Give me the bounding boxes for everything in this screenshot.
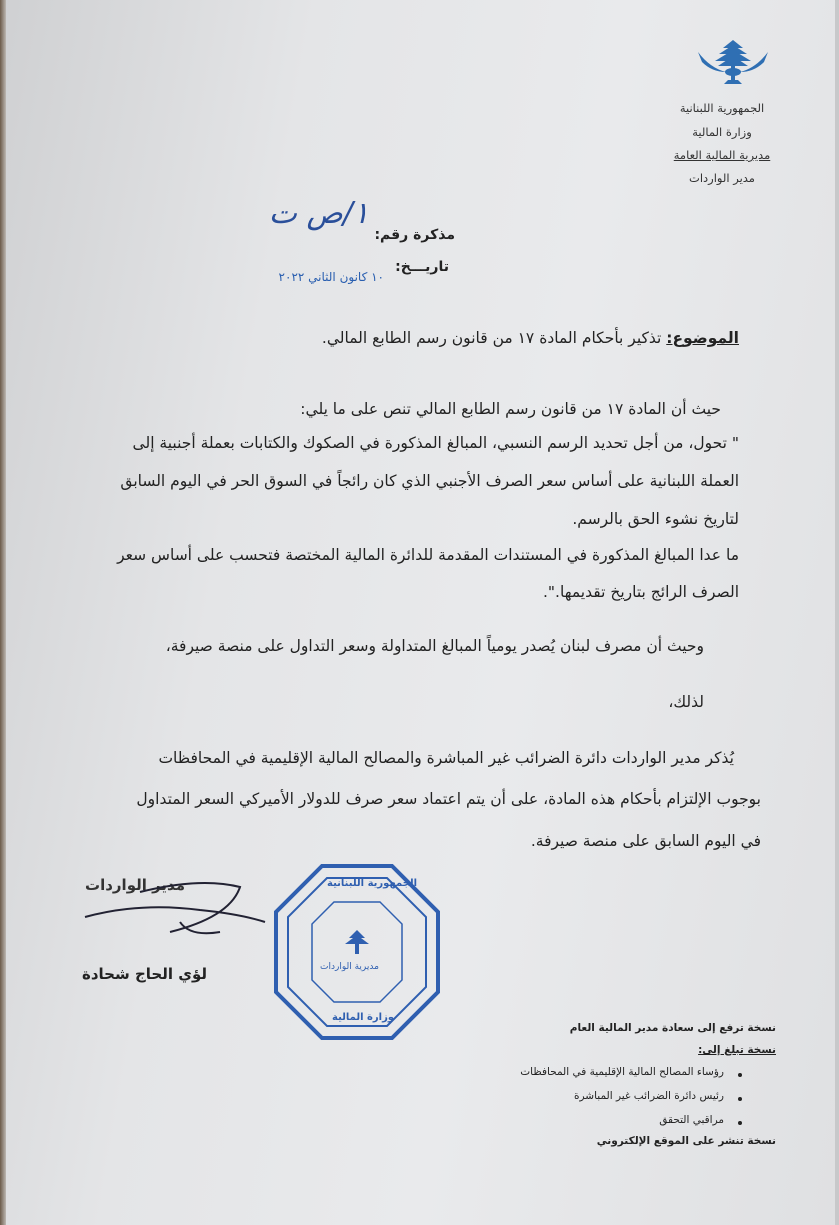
- memo-date-label: تاريـــخ:: [395, 259, 449, 275]
- signatory-name: لؤي الحاج شحادة: [82, 965, 208, 983]
- bullet-icon: [738, 1097, 742, 1101]
- stamp-inner-text: مديرية الواردات: [320, 962, 379, 972]
- bullet-icon: [738, 1121, 742, 1125]
- official-stamp: [272, 862, 442, 1042]
- notify-label: نسخة تبلغ إلى:: [698, 1044, 776, 1056]
- quote-line-5: الصرف الرائج بتاريخ تقديمها.".: [542, 583, 739, 601]
- memo-date-value: ١٠ كانون الثاني ٢٠٢٢: [278, 270, 384, 284]
- header-directorate: مديرية المالية العامة: [673, 148, 771, 162]
- stamp-bottom-text: وزارة المالية: [332, 1012, 395, 1023]
- body-paragraph-3: لذلك،: [668, 693, 704, 711]
- subject-label: الموضوع:: [666, 329, 739, 347]
- stamp-top-text: الجمهورية اللبنانية: [327, 878, 418, 889]
- subject-text: تذكير بأحكام المادة ١٧ من قانون رسم الطابع المالي.: [321, 329, 667, 347]
- header-republic: الجمهورية اللبنانية: [679, 101, 765, 115]
- body-paragraph-4-line-1: يُذكر مدير الواردات دائرة الضرائب غير المباشرة والمصالح المالية الإقليمية في المحافظات: [158, 749, 734, 767]
- quote-line-4: ما عدا المبالغ المذكورة في المستندات المقدمة للدائرة المالية المختصة فتحسب على أساس سعر: [117, 546, 739, 564]
- handwritten-signature-icon: [80, 872, 270, 952]
- memo-number-value: ١/ص ت: [268, 196, 369, 231]
- quote-line-3: لتاريخ نشوء الحق بالرسم.: [572, 510, 739, 528]
- body-paragraph-4-line-2: بوجوب الإلتزام بأحكام هذه المادة، على أن يتم اعتماد سعر صرف للدولار الأميركي السعر المتداول: [136, 790, 761, 808]
- body-paragraph-4-line-3: في اليوم السابق على منصة صيرفة.: [530, 832, 761, 850]
- body-paragraph-2: وحيث أن مصرف لبنان يُصدر يومياً المبالغ المتداولة وسعر التداول على منصة صيرفة،: [165, 637, 704, 655]
- notify-item: رئيس دائرة الضرائب غير المباشرة: [574, 1090, 724, 1102]
- page-edge-shadow: [0, 0, 6, 1225]
- publish-note: نسخة تنشر على الموقع الإلكتروني: [596, 1135, 776, 1147]
- header-ministry: وزارة المالية: [692, 125, 752, 139]
- page-right-edge: [835, 0, 839, 1225]
- memo-number-label: مذكرة رقم:: [374, 227, 455, 243]
- signature-title: مدير الواردات: [85, 876, 186, 894]
- notify-item: مراقبي التحقق: [659, 1114, 724, 1126]
- body-paragraph-1: حيث أن المادة ١٧ من قانون رسم الطابع المالي تنص على ما يلي:: [300, 400, 721, 418]
- bullet-icon: [738, 1073, 742, 1077]
- header-department: مدير الواردات: [689, 171, 755, 185]
- cedar-emblem-icon: [696, 38, 770, 88]
- copy-to-director: نسخة ترفع إلى سعادة مدير المالية العام: [569, 1022, 776, 1034]
- quote-line-2: العملة اللبنانية على أساس سعر الصرف الأجنبي الذي كان رائجاً في السوق الحر في اليوم السابق: [120, 472, 739, 490]
- subject-line: [322, 329, 739, 347]
- quote-line-1: " تحول، من أجل تحديد الرسم النسبي، المبالغ المذكورة في الصكوك والكتابات بعملة أجنبية إلى: [132, 434, 739, 452]
- notify-item: رؤساء المصالح المالية الإقليمية في المحافظات: [520, 1066, 724, 1078]
